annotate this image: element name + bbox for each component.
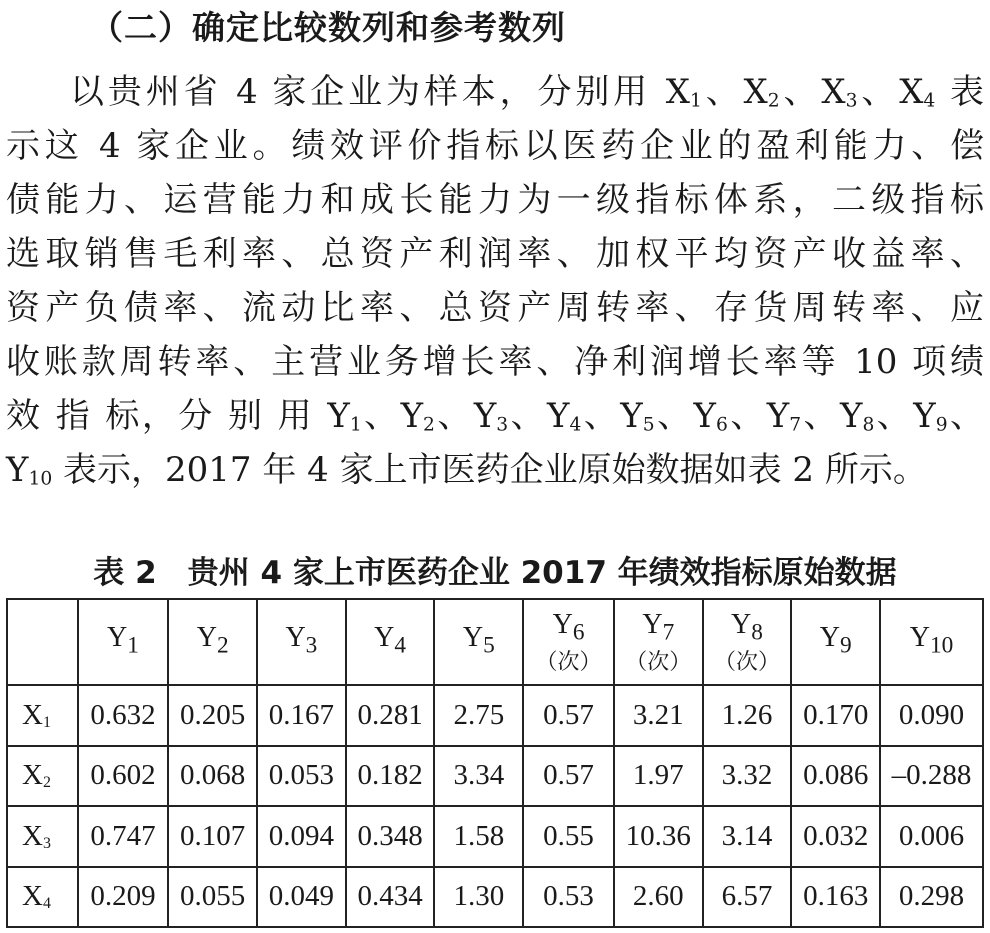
section-heading: （二）确定比较数列和参考数列 bbox=[90, 8, 566, 47]
column-unit: （次） bbox=[625, 648, 692, 674]
table-row bbox=[7, 867, 983, 928]
table-cell: 0.602 bbox=[78, 746, 169, 807]
column-header bbox=[614, 599, 703, 685]
column-header-subscript: 6 bbox=[572, 619, 585, 646]
column-header-label: Y bbox=[374, 622, 395, 654]
table-cell: 3.14 bbox=[703, 806, 792, 867]
subscript: 9 bbox=[935, 414, 948, 436]
text-segment: 、Y bbox=[434, 396, 497, 436]
column-header-label: Y bbox=[196, 622, 217, 654]
subscript: 5 bbox=[642, 414, 655, 436]
table-cell: 0.049 bbox=[257, 867, 346, 928]
table-cell: 10.36 bbox=[614, 806, 703, 867]
table-cell: 3.21 bbox=[614, 685, 703, 746]
subscript: 1 bbox=[349, 414, 362, 436]
table-cell: 0.57 bbox=[523, 685, 614, 746]
table-cell: 0.167 bbox=[257, 685, 346, 746]
column-header-subscript: 3 bbox=[305, 632, 318, 659]
column-header-label: Y bbox=[106, 622, 128, 654]
data-table bbox=[6, 598, 984, 928]
row-label-text: X bbox=[22, 819, 43, 852]
table-row bbox=[7, 746, 983, 807]
table-cell: –0.288 bbox=[880, 746, 983, 807]
text-segment: 、Y bbox=[361, 396, 424, 436]
body-line bbox=[6, 124, 984, 168]
body-line bbox=[6, 394, 984, 438]
table-cell: 0.053 bbox=[257, 746, 346, 807]
text-segment: 、X bbox=[701, 72, 768, 112]
text-segment: 、Y bbox=[508, 396, 570, 436]
body-line bbox=[6, 232, 984, 276]
subscript: 6 bbox=[715, 414, 728, 436]
subscript: 1 bbox=[689, 90, 702, 112]
body-line bbox=[6, 178, 984, 222]
table-cell: 0.032 bbox=[791, 806, 880, 867]
table-body bbox=[7, 685, 983, 927]
text-segment: 、Y bbox=[727, 396, 790, 436]
subscript: 4 bbox=[569, 414, 582, 436]
column-header-label: Y bbox=[731, 609, 752, 641]
table-cell: 2.60 bbox=[614, 867, 703, 928]
text-segment: 、X bbox=[857, 72, 924, 112]
column-header-subscript: 4 bbox=[394, 632, 407, 659]
text-segment: 效 指 标，分 别 用 Y bbox=[6, 396, 350, 436]
column-header bbox=[346, 599, 435, 685]
table-cell: 0.298 bbox=[880, 867, 983, 928]
column-header-label: Y bbox=[642, 609, 663, 641]
table-cell: 0.090 bbox=[880, 685, 983, 746]
column-header bbox=[78, 599, 169, 685]
column-header bbox=[257, 599, 346, 685]
text-segment: 、Y bbox=[654, 396, 716, 436]
table-cell: 0.205 bbox=[168, 685, 257, 746]
table-cell: 0.209 bbox=[78, 867, 169, 928]
subscript: 4 bbox=[923, 90, 936, 112]
text-segment: 选取销售毛利率、总资产利润率、加权平均资产收益率、 bbox=[6, 234, 984, 274]
text-segment: 示这 4 家企业。绩效评价指标以医药企业的盈利能力、偿 bbox=[6, 126, 984, 166]
row-label-subscript: 2 bbox=[42, 774, 51, 792]
text-segment: 、X bbox=[779, 72, 846, 112]
table-cell: 0.006 bbox=[880, 806, 983, 867]
text-segment: 、Y bbox=[581, 396, 643, 436]
row-label-subscript: 1 bbox=[42, 713, 51, 731]
table-cell: 0.434 bbox=[346, 867, 435, 928]
text-segment: 债能力、运营能力和成长能力为一级指标体系，二级指标 bbox=[6, 180, 984, 220]
column-header-label: Y bbox=[285, 622, 306, 654]
table-cell: 0.55 bbox=[523, 806, 614, 867]
subscript: 3 bbox=[496, 414, 509, 436]
table-cell: 0.094 bbox=[257, 806, 346, 867]
corner-cell bbox=[7, 599, 78, 685]
table-cell: 3.34 bbox=[434, 746, 523, 807]
column-header bbox=[791, 599, 880, 685]
column-header-subscript: 9 bbox=[840, 632, 852, 659]
text-segment: 、Y bbox=[874, 396, 936, 436]
column-header bbox=[434, 599, 523, 685]
column-header-label: Y bbox=[462, 622, 484, 654]
subscript: 8 bbox=[862, 414, 875, 436]
column-header bbox=[703, 599, 792, 685]
row-label bbox=[7, 806, 78, 867]
row-label-subscript: 4 bbox=[42, 895, 51, 913]
column-header-label: Y bbox=[819, 622, 840, 654]
column-unit: （次） bbox=[535, 648, 602, 674]
column-header-subscript: 10 bbox=[929, 632, 954, 659]
table-cell: 0.068 bbox=[168, 746, 257, 807]
column-header bbox=[168, 599, 257, 685]
column-header-label: Y bbox=[909, 622, 930, 654]
text-segment: Y bbox=[6, 450, 29, 490]
table-cell: 0.281 bbox=[346, 685, 435, 746]
row-label bbox=[7, 685, 78, 746]
subscript: 7 bbox=[789, 414, 802, 436]
column-unit: （次） bbox=[713, 648, 780, 674]
table-cell: 0.348 bbox=[346, 806, 435, 867]
table-cell: 3.32 bbox=[703, 746, 792, 807]
text-segment: 表示，2017 年 4 家上市医药企业原始数据如表 2 所示。 bbox=[52, 450, 927, 490]
text-segment: 收账款周转率、主营业务增长率、净利润增长率等 10 项绩 bbox=[6, 342, 984, 382]
table-cell: 1.58 bbox=[434, 806, 523, 867]
row-label-text: X bbox=[22, 759, 43, 792]
table-cell: 0.107 bbox=[168, 806, 257, 867]
text-segment: 、 bbox=[947, 396, 985, 436]
column-header-subscript: 8 bbox=[751, 619, 763, 646]
body-line bbox=[6, 448, 984, 492]
body-line bbox=[6, 286, 984, 330]
text-segment: 表 bbox=[935, 72, 984, 112]
table-cell: 0.57 bbox=[523, 746, 614, 807]
column-header-subscript: 5 bbox=[483, 632, 495, 659]
column-header bbox=[880, 599, 983, 685]
text-segment: 资产负债率、流动比率、总资产周转率、存货周转率、应 bbox=[6, 288, 984, 328]
table-cell: 0.53 bbox=[523, 867, 614, 928]
table-cell: 6.57 bbox=[703, 867, 792, 928]
subscript: 2 bbox=[767, 90, 780, 112]
row-label-text: X bbox=[22, 880, 43, 913]
row-label bbox=[7, 867, 78, 928]
column-header-label: Y bbox=[552, 609, 573, 641]
text-segment: 、Y bbox=[801, 396, 863, 436]
table-cell: 0.632 bbox=[78, 685, 169, 746]
table-cell: 0.747 bbox=[78, 806, 169, 867]
column-header bbox=[523, 599, 614, 685]
table-cell: 2.75 bbox=[434, 685, 523, 746]
row-label bbox=[7, 746, 78, 807]
table-cell: 0.170 bbox=[791, 685, 880, 746]
table-caption: 表 2 贵州 4 家上市医药企业 2017 年绩效指标原始数据 bbox=[93, 555, 897, 591]
subscript: 2 bbox=[423, 414, 435, 436]
column-header-subscript: 7 bbox=[662, 619, 675, 646]
column-header-subscript: 1 bbox=[127, 632, 139, 659]
text-segment: 以贵州省 4 家企业为样本，分别用 X bbox=[70, 72, 690, 112]
table-row bbox=[7, 685, 983, 746]
subscript: 3 bbox=[845, 90, 858, 112]
body-line bbox=[70, 70, 984, 114]
subscript: 10 bbox=[28, 468, 53, 490]
table-cell: 1.30 bbox=[434, 867, 523, 928]
table-header-row bbox=[7, 599, 983, 685]
table-row bbox=[7, 806, 983, 867]
column-header-subscript: 2 bbox=[216, 632, 229, 659]
table-cell: 0.055 bbox=[168, 867, 257, 928]
table-cell: 0.086 bbox=[791, 746, 880, 807]
table-cell: 1.26 bbox=[703, 685, 792, 746]
table-cell: 0.182 bbox=[346, 746, 435, 807]
row-label-text: X bbox=[22, 698, 43, 731]
table-cell: 0.163 bbox=[791, 867, 880, 928]
table-cell: 1.97 bbox=[614, 746, 703, 807]
row-label-subscript: 3 bbox=[42, 834, 51, 852]
body-line bbox=[6, 340, 984, 384]
